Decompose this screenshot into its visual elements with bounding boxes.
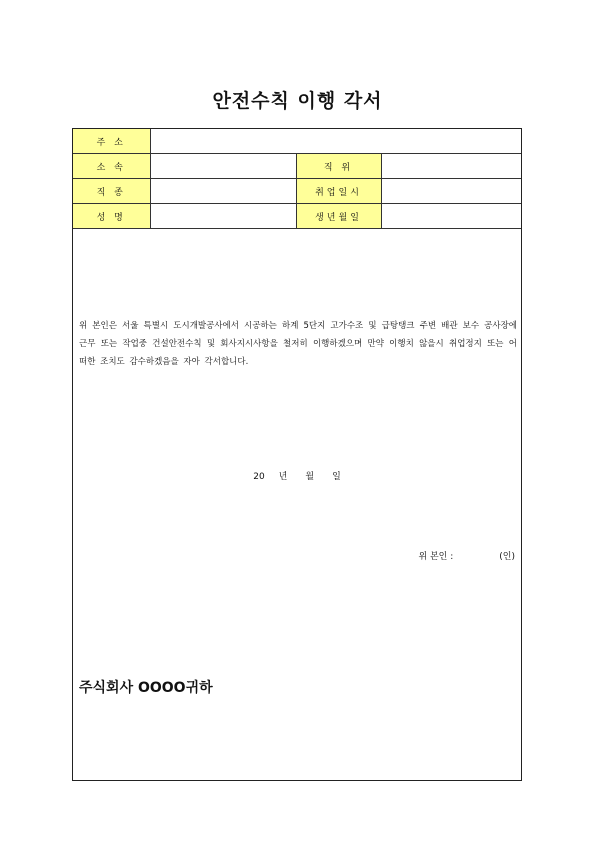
address-row xyxy=(73,129,521,154)
start-date-field[interactable] xyxy=(381,179,521,204)
date-year-prefix: 20 xyxy=(253,472,265,482)
name-label: 성 명 xyxy=(73,204,150,229)
birth-date-field[interactable] xyxy=(381,204,521,229)
job-row xyxy=(73,179,521,204)
signer-label: 위 본인 : xyxy=(418,552,454,562)
name-field[interactable] xyxy=(150,204,296,229)
affiliation-label: 소 속 xyxy=(73,154,150,179)
affiliation-field[interactable] xyxy=(150,154,296,179)
address-label: 주 소 xyxy=(73,129,150,154)
pledge-form xyxy=(72,128,522,781)
job-type-label: 직 종 xyxy=(73,179,150,204)
personal-info-table xyxy=(73,129,521,229)
job-type-field[interactable] xyxy=(150,179,296,204)
date-day-unit: 일 xyxy=(332,472,341,482)
name-row xyxy=(73,204,521,229)
position-field[interactable] xyxy=(381,154,521,179)
position-label: 직 위 xyxy=(296,154,381,179)
affiliation-row xyxy=(73,154,521,179)
recipient: 주식회사 OOOO귀하 xyxy=(79,680,213,696)
signer-line xyxy=(418,549,515,562)
birth-date-label: 생년월일 xyxy=(296,204,381,229)
seal-mark: (인) xyxy=(499,552,515,562)
date-line xyxy=(73,469,521,482)
pledge-text: 위 본인은 서울 특별시 도시개발공사에서 시공하는 하계 5단지 고가수조 및 급탕탱크 주변 배관 보수 공사장에 근무 또는 작업중 건설안전수칙 및 회사지시사항을 철저히 이행하겠으며 만약 이행치 않을시 취업정지 또는 어떠한 조치도 감수하겠음을 자아 각서합니다. xyxy=(79,321,517,367)
date-month-unit: 월 xyxy=(305,472,315,482)
date-year-unit: 년 xyxy=(278,472,288,482)
page-title: 안전수칙 이행 각서 xyxy=(212,90,383,112)
start-date-label: 취업일시 xyxy=(296,179,381,204)
address-field[interactable] xyxy=(150,129,521,154)
